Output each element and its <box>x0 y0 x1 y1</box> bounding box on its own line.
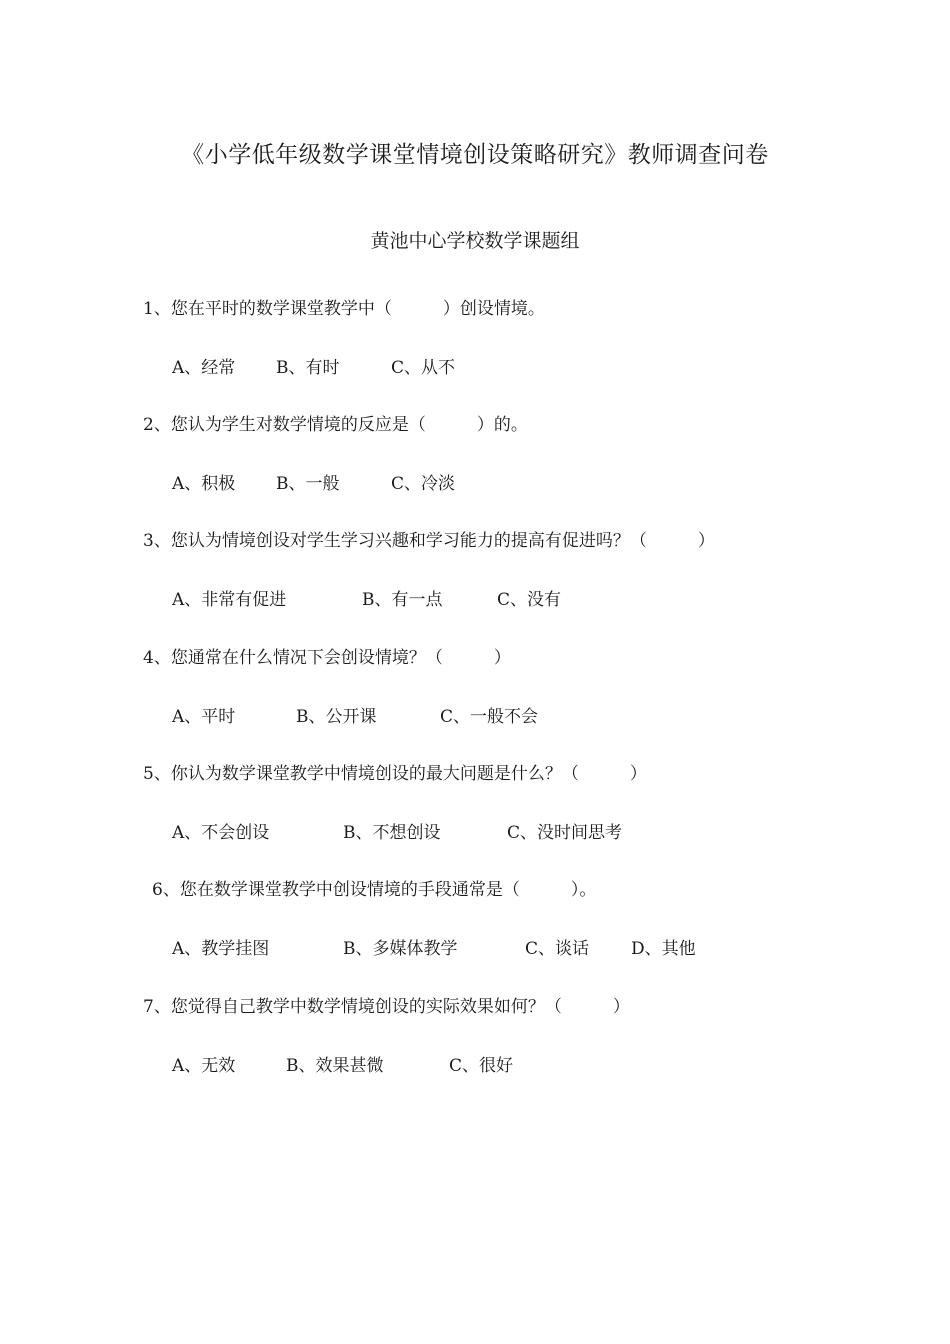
option-7a: A、无效 <box>172 1056 236 1076</box>
question-5: 5、你认为数学课堂教学中情境创设的最大问题是什么？（ ） <box>143 764 647 784</box>
option-4b: B、公开课 <box>296 707 377 727</box>
question-4: 4、您通常在什么情况下会创设情境？（ ） <box>143 648 511 668</box>
option-4a: A、平时 <box>172 707 236 727</box>
page-title: 《小学低年级数学课堂情境创设策略研究》教师调查问卷 <box>181 142 769 168</box>
question-1: 1、您在平时的数学课堂教学中（ ）创设情境。 <box>143 299 545 319</box>
option-1b: B、有时 <box>276 358 340 378</box>
option-6c: C、谈话 <box>525 939 590 959</box>
option-5b: B、不想创设 <box>343 823 441 843</box>
option-6d: D、其他 <box>631 939 696 959</box>
option-2b: B、一般 <box>276 474 340 494</box>
option-6a: A、教学挂图 <box>172 939 270 959</box>
option-3c: C、没有 <box>497 590 562 610</box>
question-7: 7、您觉得自己教学中数学情境创设的实际效果如何？（ ） <box>143 997 630 1017</box>
option-1a: A、经常 <box>172 358 236 378</box>
option-2a: A、积极 <box>172 474 236 494</box>
question-6: 6、您在数学课堂教学中创设情境的手段通常是（ ）。 <box>152 880 597 900</box>
question-3: 3、您认为情境创设对学生学习兴趣和学习能力的提高有促进吗？（ ） <box>143 531 715 551</box>
question-2: 2、您认为学生对数学情境的反应是（ ）的。 <box>143 415 528 435</box>
option-1c: C、从不 <box>391 358 456 378</box>
option-3a: A、非常有促进 <box>172 590 287 610</box>
option-4c: C、一般不会 <box>440 707 539 727</box>
subtitle: 黄池中心学校数学课题组 <box>370 230 580 252</box>
option-5c: C、没时间思考 <box>507 823 623 843</box>
option-7c: C、很好 <box>449 1056 514 1076</box>
option-5a: A、不会创设 <box>172 823 270 843</box>
option-6b: B、多媒体教学 <box>343 939 458 959</box>
option-3b: B、有一点 <box>362 590 443 610</box>
option-7b: B、效果甚微 <box>286 1056 384 1076</box>
option-2c: C、冷淡 <box>391 474 456 494</box>
